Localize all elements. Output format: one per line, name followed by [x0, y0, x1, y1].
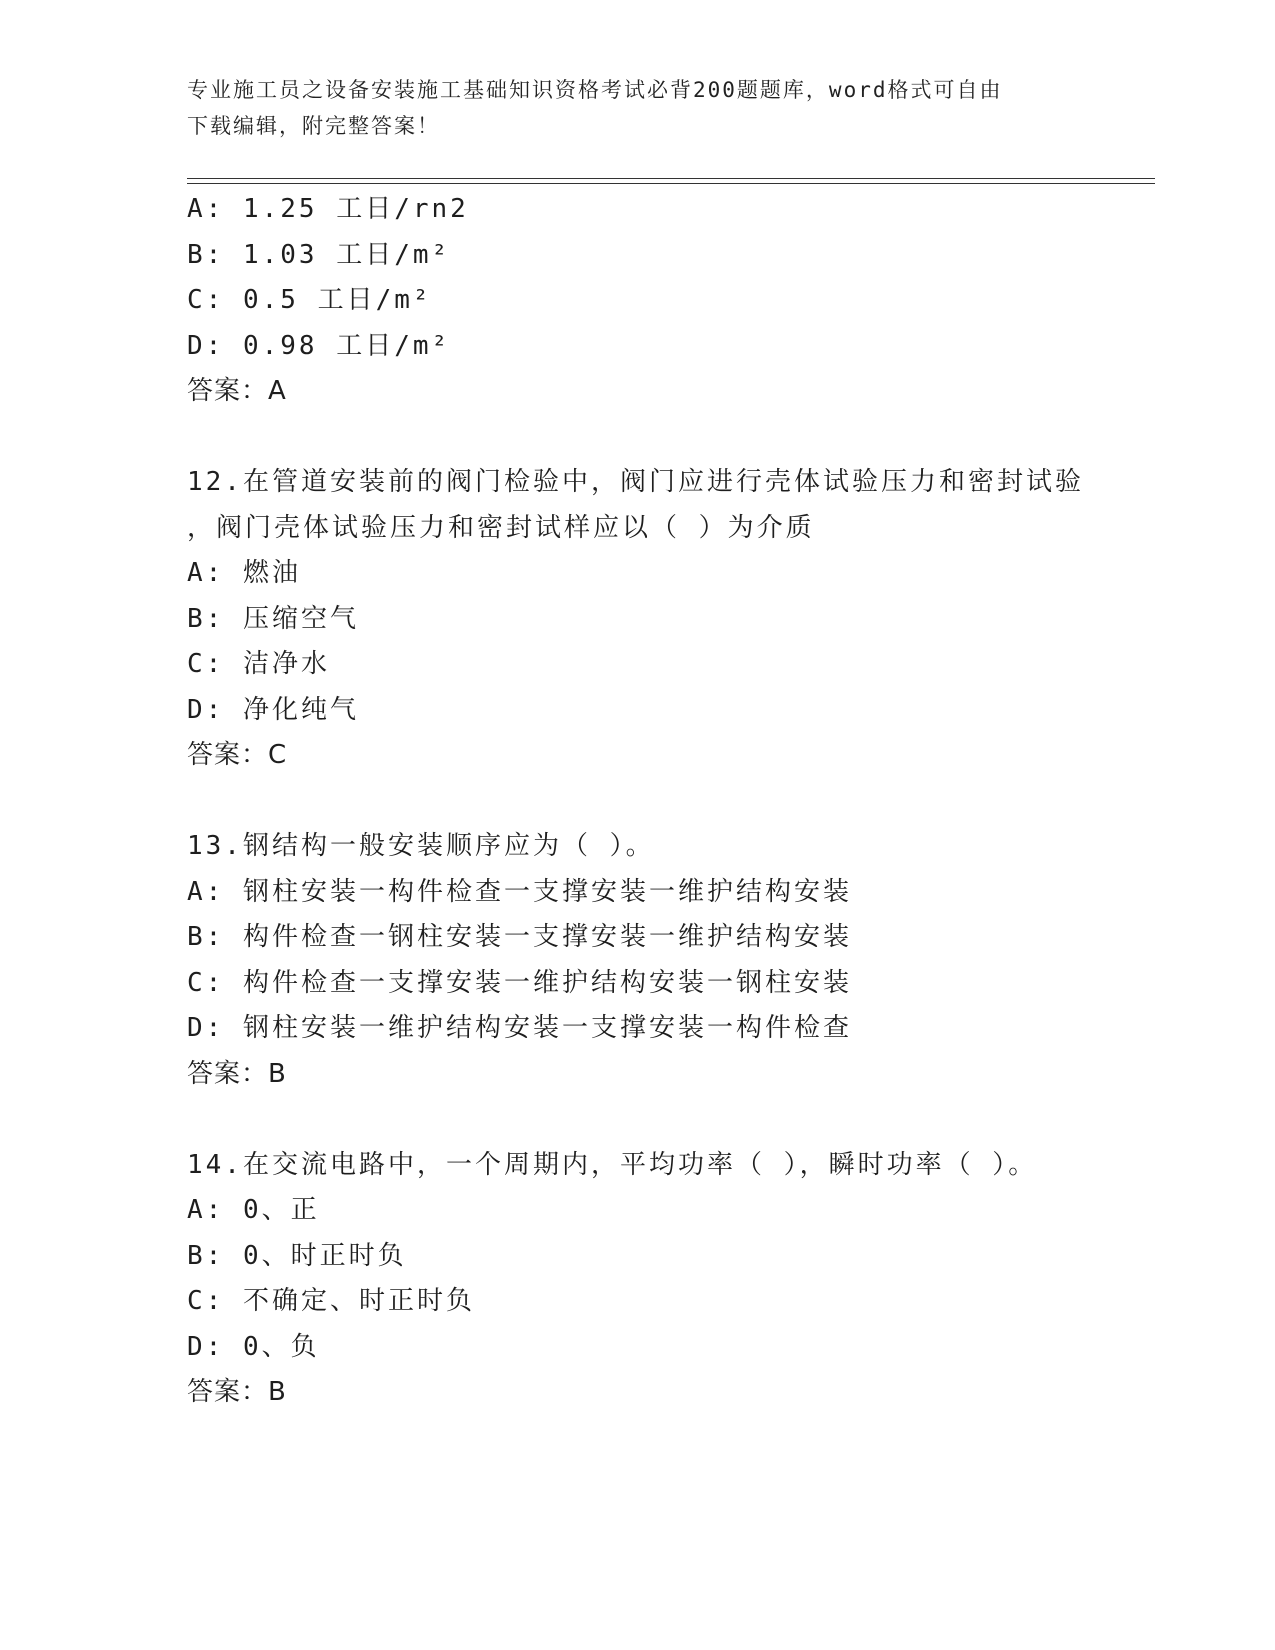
- option-a: A: 0、正: [187, 1195, 320, 1225]
- answer: 答案：C: [187, 740, 288, 770]
- document-header: [187, 72, 1087, 144]
- header-divider-top: [187, 178, 1155, 179]
- question-text: 13.钢结构一般安装顺序应为（ ）。: [187, 831, 655, 861]
- question-text: 14.在交流电路中，一个周期内，平均功率（ ），瞬时功率（ ）。: [187, 1149, 1038, 1180]
- question-list: [187, 187, 1147, 1416]
- option-d: D: 钢柱安装一维护结构安装一支撑安装一构件检查: [187, 1013, 852, 1043]
- option-b: B: 1.03 工日/m²: [187, 239, 451, 270]
- option-c: C: 构件检查一支撑安装一维护结构安装一钢柱安装: [187, 967, 852, 998]
- answer: 答案：B: [187, 1058, 287, 1089]
- spacer: [187, 415, 1147, 461]
- option-c: C: 0.5 工日/m²: [187, 285, 432, 315]
- question-11: [187, 187, 1147, 415]
- question-13: [187, 824, 1147, 1097]
- header-line-2: 下载编辑，附完整答案！: [187, 114, 440, 138]
- option-c: C: 洁净水: [187, 649, 330, 679]
- option-d: D: 0、负: [187, 1331, 320, 1362]
- option-a: A: 燃油: [187, 558, 301, 588]
- question-text-continued: ，阀门壳体试验压力和密封试样应以（ ）为介质: [187, 512, 815, 543]
- question-text: 12.在管道安装前的阀门检验中，阀门应进行壳体试验压力和密封试验: [187, 467, 1084, 497]
- spacer: [187, 779, 1147, 825]
- answer: 答案：A: [187, 376, 287, 406]
- option-d: D: 净化纯气: [187, 694, 359, 725]
- option-b: B: 压缩空气: [187, 603, 359, 634]
- option-c: C: 不确定、时正时负: [187, 1286, 475, 1316]
- header-line-1: 专业施工员之设备安装施工基础知识资格考试必背200题题库，word格式可自由: [187, 78, 1003, 102]
- option-d: D: 0.98 工日/m²: [187, 330, 451, 361]
- option-b: B: 0、时正时负: [187, 1240, 407, 1271]
- header-divider-bottom: [187, 183, 1155, 184]
- option-a: A: 1.25 工日/rn2: [187, 194, 469, 224]
- question-12: [187, 460, 1147, 779]
- question-14: [187, 1143, 1147, 1416]
- answer: 答案：B: [187, 1377, 287, 1407]
- spacer: [187, 1097, 1147, 1143]
- option-b: B: 构件检查一钢柱安装一支撑安装一维护结构安装: [187, 922, 852, 952]
- option-a: A: 钢柱安装一构件检查一支撑安装一维护结构安装: [187, 876, 852, 907]
